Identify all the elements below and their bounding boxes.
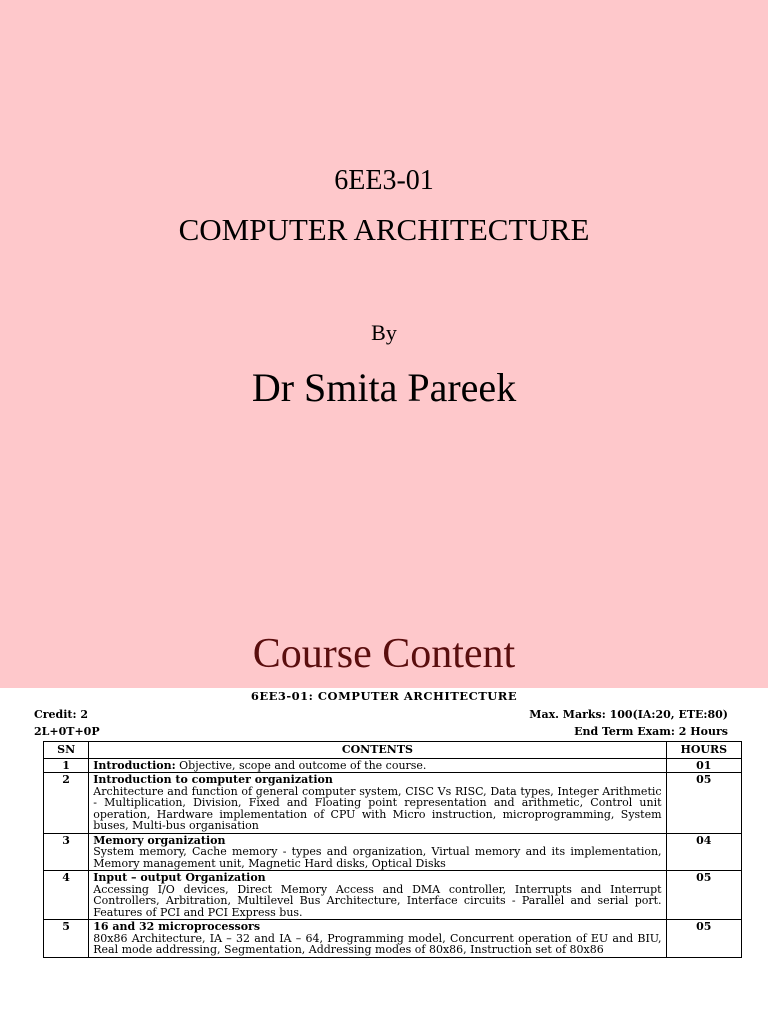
column-header-sn: SN bbox=[44, 742, 89, 759]
row-content bbox=[89, 758, 666, 773]
row-sn: 4 bbox=[44, 871, 89, 920]
row-details: 80x86 Architecture, IA – 32 and IA – 64, Programming model, Concurrent operation of EU and BIU, Real mode addressing, Segmentation, Addressing modes of 80x86, Instruction set of 80x86 bbox=[93, 931, 662, 956]
row-topic: Input – output Organization bbox=[93, 871, 266, 884]
course-title: COMPUTER ARCHITECTURE bbox=[178, 212, 590, 247]
exam-duration-label: End Term Exam: 2 Hours bbox=[574, 725, 728, 738]
syllabus-table bbox=[43, 741, 742, 958]
author-name: Dr Smita Pareek bbox=[251, 365, 517, 410]
row-sn: 3 bbox=[44, 833, 89, 871]
row-hours: 05 bbox=[666, 920, 741, 958]
course-content-heading: Course Content bbox=[252, 631, 516, 677]
row-details: System memory, Cache memory - types and organization, Virtual memory and its implementation, Memory management unit, Magnetic Hard disks, Optical Disks bbox=[93, 845, 662, 870]
by-label: By bbox=[371, 320, 397, 345]
row-content bbox=[89, 920, 666, 958]
column-header-contents: CONTENTS bbox=[89, 742, 666, 759]
row-sn: 5 bbox=[44, 920, 89, 958]
row-content bbox=[89, 773, 666, 834]
row-hours: 04 bbox=[666, 833, 741, 871]
row-content bbox=[89, 871, 666, 920]
row-sn: 1 bbox=[44, 758, 89, 773]
course-code: 6EE3-01 bbox=[334, 165, 434, 196]
table-row bbox=[44, 871, 742, 920]
row-topic: Memory organization bbox=[93, 833, 226, 847]
row-details: Accessing I/O devices, Direct Memory Access and DMA controller, Interrupts and Interrupt Controllers, Arbitration, Multilevel Bus Architecture, Interface circuits - Parallel and serial port. Features of PCI and PCI Express bus. bbox=[93, 882, 662, 919]
row-topic: Introduction to computer organization bbox=[93, 773, 333, 786]
row-topic: 16 and 32 microprocessors bbox=[93, 920, 261, 933]
row-sn: 2 bbox=[44, 773, 89, 834]
max-marks-label: Max. Marks: 100(IA:20, ETE:80) bbox=[529, 708, 728, 721]
row-details: Objective, scope and outcome of the course. bbox=[175, 758, 427, 772]
syllabus-header: 6EE3-01: COMPUTER ARCHITECTURE bbox=[250, 689, 518, 703]
row-hours: 05 bbox=[666, 773, 741, 834]
row-topic: Introduction: bbox=[93, 758, 176, 772]
syllabus-image bbox=[0, 688, 768, 1024]
row-details: Architecture and function of general computer system, CISC Vs RISC, Data types, Integer Arithmetic - Multiplication, Division, Fixed and Floating point representation and arithmetic, Control unit operation, Hardware implementation of CPU with Micro instruction, microprogramming, System buses, Multi-bus organisation bbox=[93, 784, 662, 832]
table-row bbox=[44, 773, 742, 834]
row-hours: 01 bbox=[666, 758, 741, 773]
credit-label: Credit: 2 bbox=[34, 708, 89, 721]
ltp-label: 2L+0T+0P bbox=[34, 725, 100, 738]
table-row bbox=[44, 758, 742, 773]
row-hours: 05 bbox=[666, 871, 741, 920]
column-header-hours: HOURS bbox=[666, 742, 741, 759]
row-content bbox=[89, 833, 666, 871]
table-row bbox=[44, 833, 742, 871]
table-row bbox=[44, 920, 742, 958]
table-header-row bbox=[44, 742, 742, 759]
